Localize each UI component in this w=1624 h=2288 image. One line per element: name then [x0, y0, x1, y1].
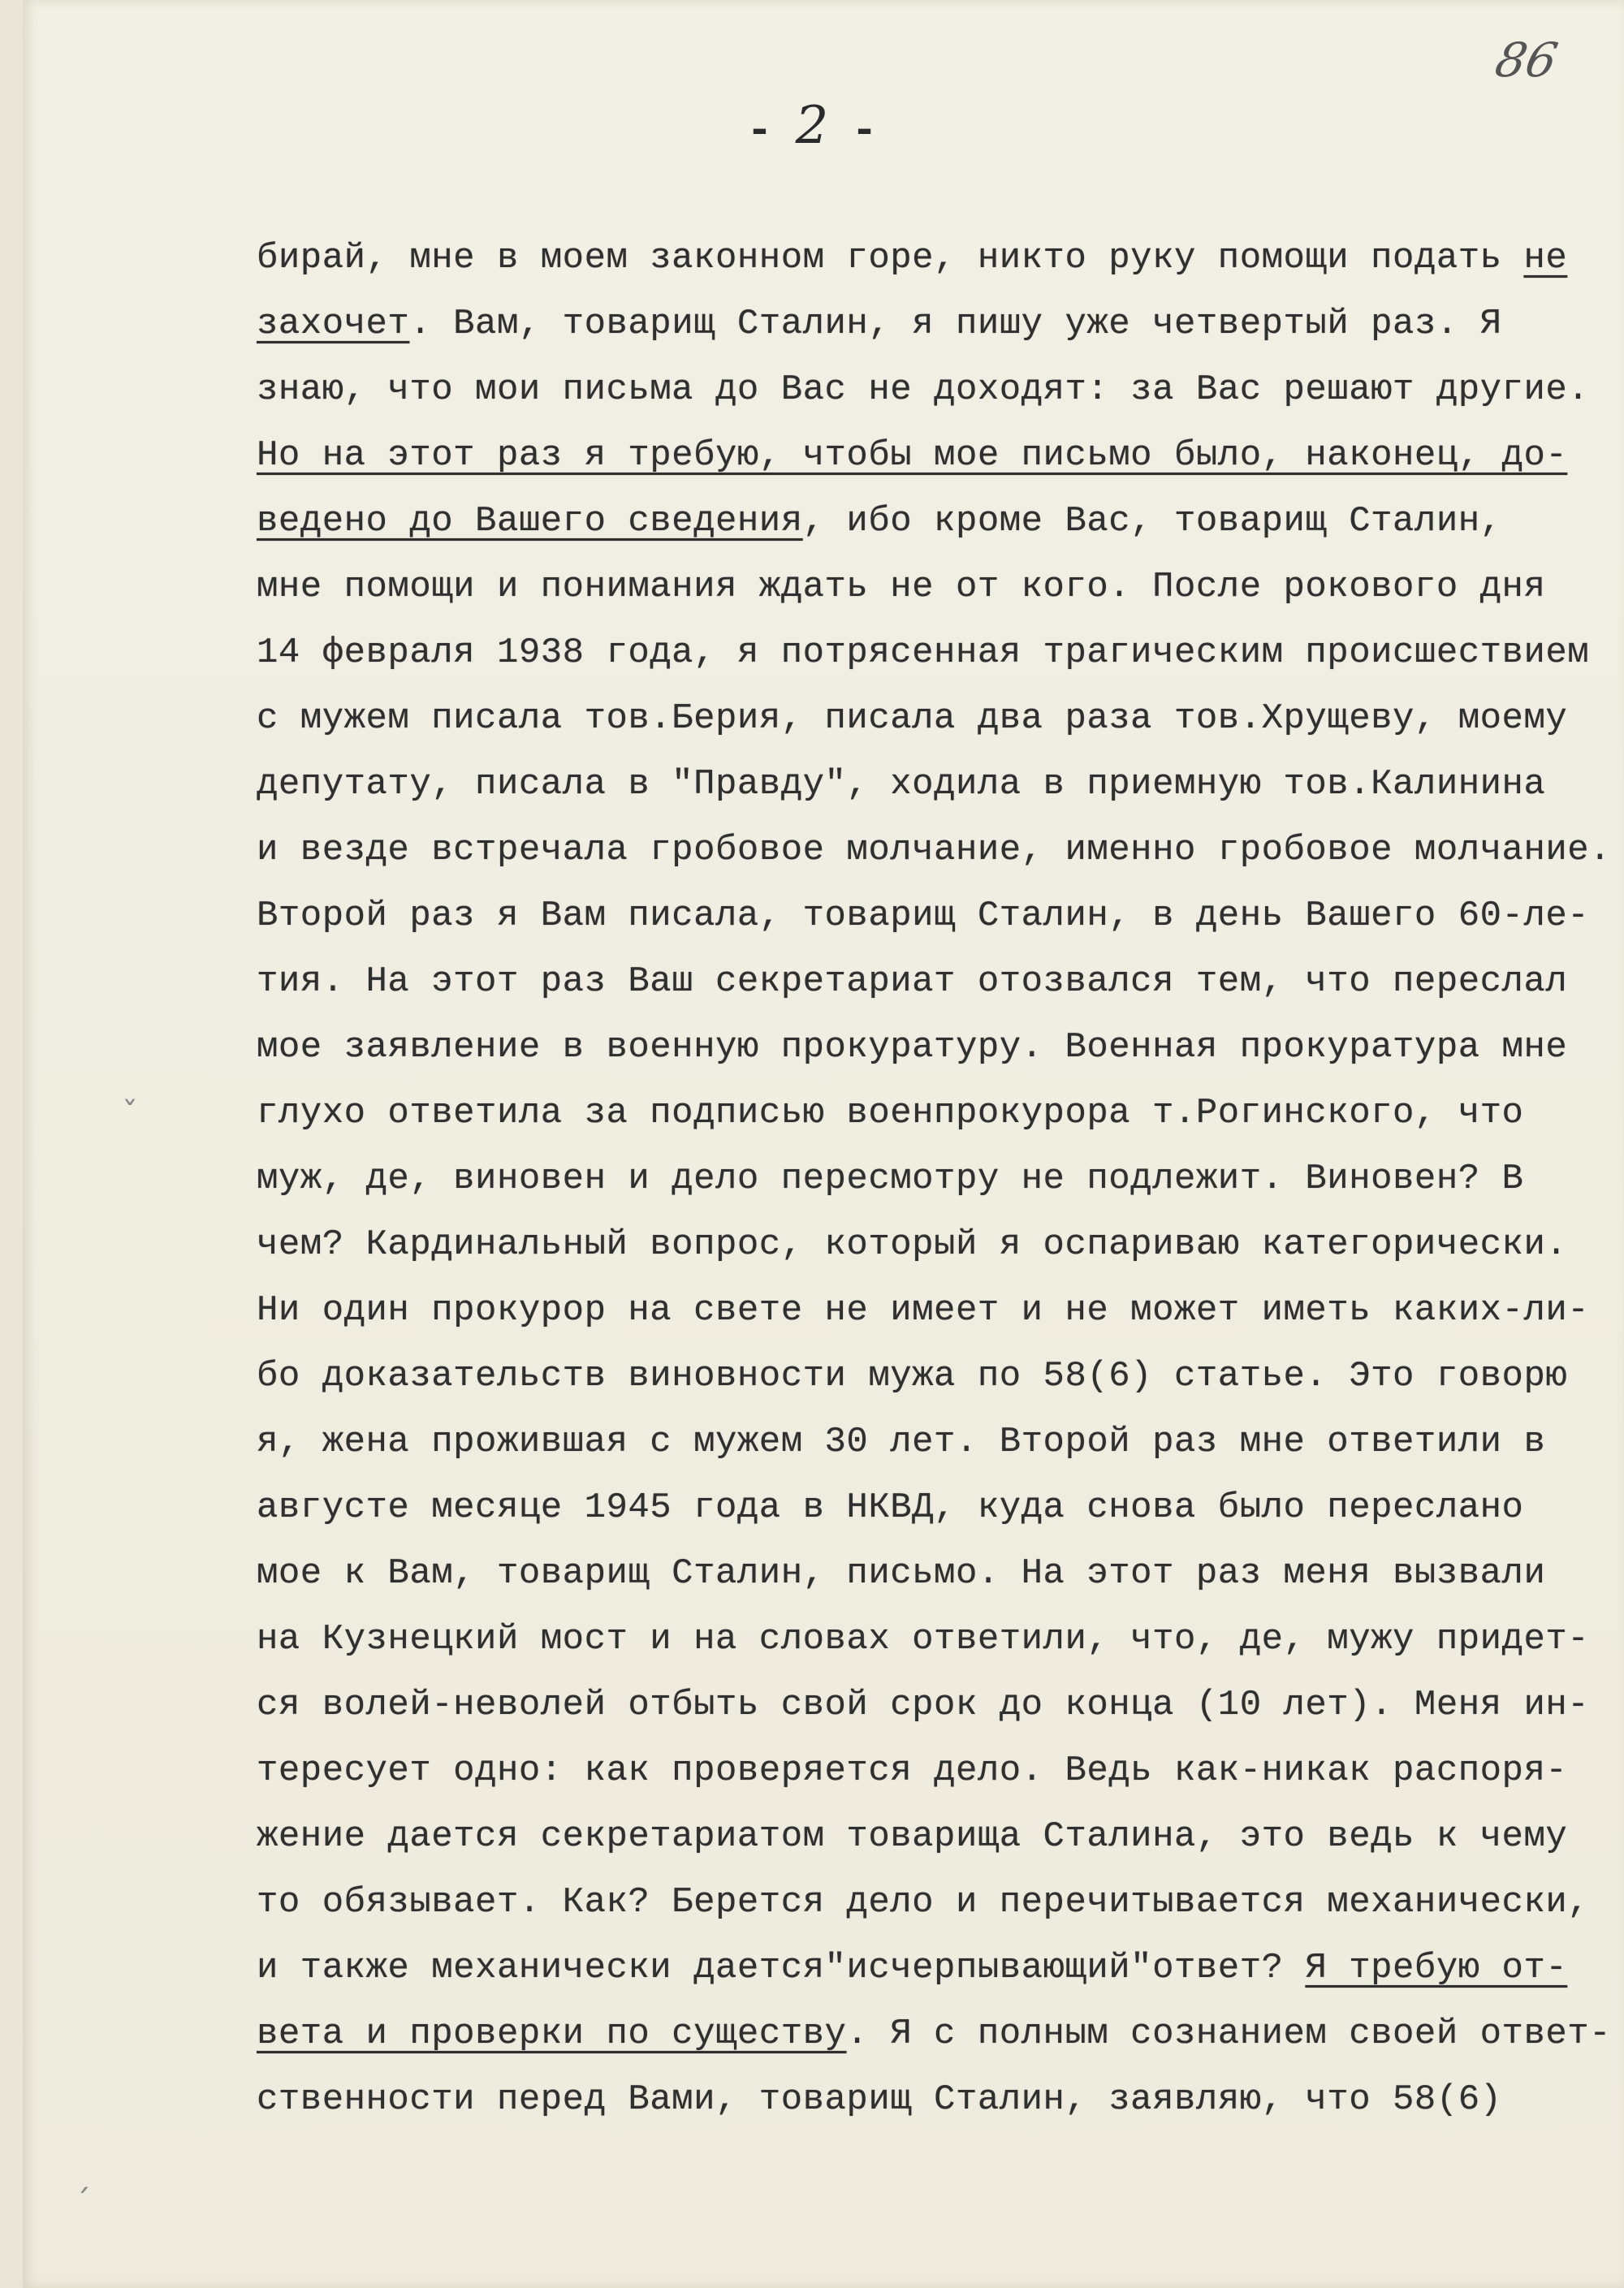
- folio-number: 86: [1490, 32, 1563, 88]
- text-segment: . Вам, товарищ Сталин, я пишу уже четвертый раз. Я: [409, 304, 1502, 344]
- text-segment: то обязывает. Как? Берется дело и перечитывается механически,: [257, 1882, 1590, 1923]
- text-segment: ся волей-неволей отбыть свой срок до конца (10 лет). Меня ин-: [257, 1685, 1590, 1725]
- text-line: [257, 686, 1596, 752]
- page-number: [0, 96, 1624, 157]
- underlined-text: вета и проверки по существу: [257, 2014, 847, 2054]
- text-line: [257, 1409, 1596, 1475]
- text-line: [257, 1738, 1596, 1804]
- text-line: [257, 1870, 1596, 1936]
- text-line: [257, 226, 1596, 291]
- text-line: [257, 883, 1596, 949]
- text-segment: я, жена прожившая с мужем 30 лет. Второй раз мне ответили в: [257, 1422, 1546, 1462]
- text-segment: депутату, писала в "Правду", ходила в приемную тов.Калинина: [257, 764, 1546, 805]
- text-segment: ственности перед Вами, товарищ Сталин, заявляю, что 58(6): [257, 2079, 1502, 2120]
- text-line: [257, 2001, 1612, 2067]
- text-segment: жение дается секретариатом товарища Сталина, это ведь к чему: [257, 1816, 1568, 1857]
- page-number-value: 2: [795, 96, 829, 156]
- text-segment: мое к Вам, товарищ Сталин, письмо. На этот раз меня вызвали: [257, 1553, 1546, 1594]
- text-line: [257, 752, 1596, 818]
- underlined-text: не: [1523, 238, 1568, 278]
- text-segment: 14 февраля 1938 года, я потрясенная трагическим происшествием: [257, 632, 1590, 673]
- margin-mark: ˇ: [122, 1096, 138, 1133]
- text-line: [257, 1015, 1596, 1081]
- underlined-text: Я требую от-: [1305, 1948, 1568, 1988]
- text-segment: на Кузнецкий мост и на словах ответили, что, де, мужу придет-: [257, 1619, 1590, 1660]
- text-line: [257, 1607, 1596, 1673]
- text-segment: тересует одно: как проверяется дело. Ведь как-никак распоря-: [257, 1751, 1568, 1791]
- text-line: [257, 291, 1596, 357]
- text-line: [257, 1278, 1596, 1344]
- text-line: [257, 818, 1612, 883]
- text-line: [257, 1212, 1596, 1278]
- text-segment: бо доказательств виновности мужа по 58(6) статье. Это говорю: [257, 1356, 1568, 1397]
- text-segment: . Я с полным сознанием своей ответ-: [846, 2014, 1612, 2054]
- text-line: [257, 2067, 1596, 2133]
- text-segment: августе месяце 1945 года в НКВД, куда снова было переслано: [257, 1487, 1524, 1528]
- text-segment: Ни один прокурор на свете не имеет и не может иметь каких-ли-: [257, 1290, 1590, 1331]
- text-line: [257, 1344, 1596, 1409]
- text-segment: с мужем писала тов.Берия, писала два раза тов.Хрущеву, моему: [257, 698, 1568, 739]
- page-number-dash-left: -: [746, 107, 773, 157]
- text-segment: и также механически дается"исчерпывающий"ответ?: [257, 1948, 1306, 1988]
- text-segment: Второй раз я Вам писала, товарищ Сталин, в день Вашего 60-ле-: [257, 896, 1590, 936]
- underlined-text: захочет: [257, 304, 410, 344]
- underlined-text: Но на этот раз я требую, чтобы мое письмо было, наконец, до-: [257, 435, 1568, 476]
- text-segment: мое заявление в военную прокуратуру. Военная прокуратура мне: [257, 1027, 1568, 1068]
- text-line: [257, 1673, 1596, 1738]
- text-line: [257, 1081, 1596, 1146]
- letter-body: [257, 226, 1612, 2133]
- text-segment: тия. На этот раз Ваш секретариат отозвался тем, что переслал: [257, 961, 1568, 1002]
- page-number-dash-right: -: [851, 107, 878, 157]
- text-segment: муж, де, виновен и дело пересмотру не подлежит. Виновен? В: [257, 1159, 1524, 1199]
- text-segment: и везде встречала гробовое молчание, именно гробовое молчание.: [257, 830, 1612, 870]
- text-line: [257, 555, 1596, 620]
- margin-mark: ˊ: [75, 2184, 91, 2221]
- text-line: [257, 620, 1596, 686]
- text-segment: глухо ответила за подписью военпрокурора т.Рогинского, что: [257, 1093, 1524, 1133]
- text-segment: , ибо кроме Вас, товарищ Сталин,: [802, 501, 1502, 542]
- text-line: [257, 1541, 1596, 1607]
- text-segment: знаю, что мои письма до Вас не доходят: за Вас решают другие.: [257, 369, 1590, 410]
- text-segment: мне помощи и понимания ждать не от кого. После рокового дня: [257, 567, 1546, 607]
- text-line: [257, 357, 1596, 423]
- text-line: [257, 1936, 1596, 2001]
- text-line: [257, 423, 1596, 489]
- text-line: [257, 489, 1596, 555]
- text-line: [257, 1475, 1596, 1541]
- text-line: [257, 1804, 1596, 1870]
- text-segment: бирай, мне в моем законном горе, никто руку помощи подать: [257, 238, 1524, 278]
- underlined-text: ведено до Вашего сведения: [257, 501, 803, 542]
- text-line: [257, 949, 1596, 1015]
- text-line: [257, 1146, 1596, 1212]
- text-segment: чем? Кардинальный вопрос, который я оспариваю категорически.: [257, 1224, 1568, 1265]
